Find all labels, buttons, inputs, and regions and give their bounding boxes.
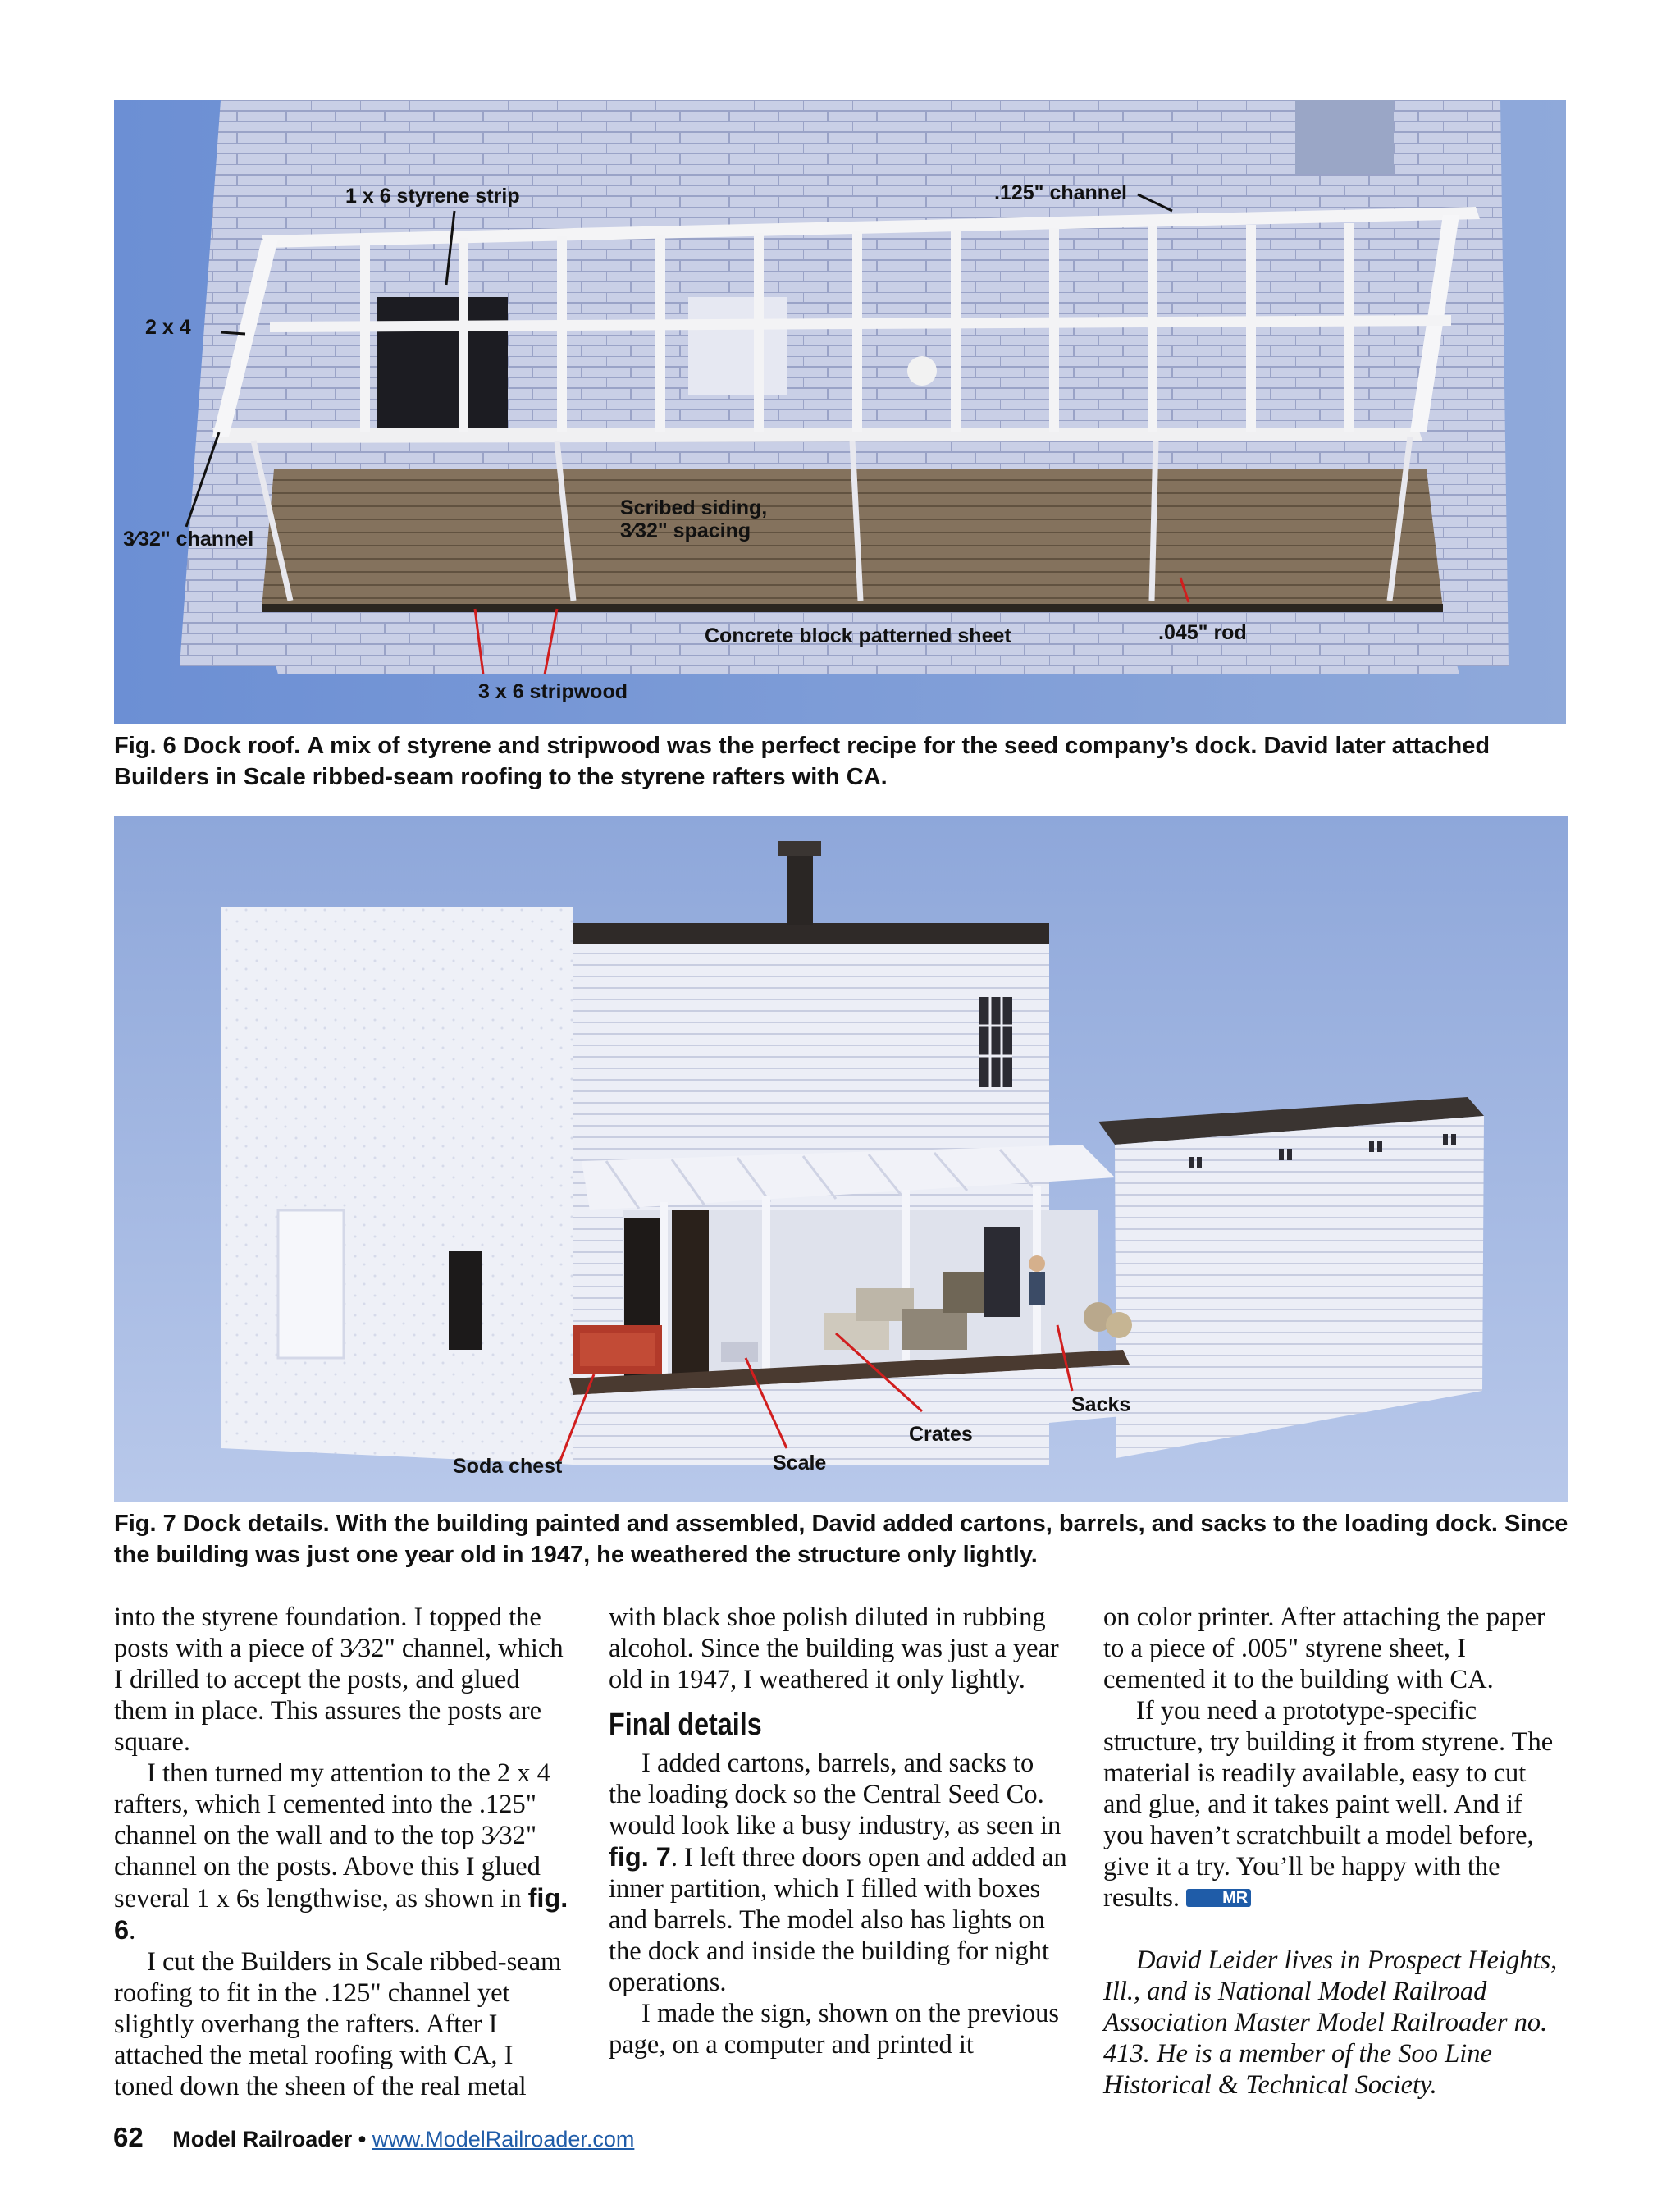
- article-column-3: [1103, 1602, 1567, 2101]
- callout-crates: Crates: [909, 1423, 973, 1446]
- fig7-reference: fig. 7: [609, 1842, 671, 1872]
- callout-scribed-siding-line1: Scribed siding,: [620, 496, 768, 519]
- callout-soda-chest: Soda chest: [453, 1455, 563, 1478]
- col2-paragraph-1: with black shoe polish diluted in rubbing alcohol. Since the building was just a year old in 1947, I weathered it only lightly.: [609, 1602, 1059, 1694]
- callout-concrete-block: Concrete block patterned sheet: [705, 624, 1011, 647]
- col1-paragraph-3: I cut the Builders in Scale ribbed-seam roofing to fit in the .125" channel yet slightly overhang the rafters. After I attached the metal roofing with CA, I toned down the sheen of the real metal: [114, 1947, 562, 2101]
- callout-2x4: 2 x 4: [145, 316, 191, 339]
- col2-p2-text: I added cartons, barrels, and sacks to the loading dock so the Central Seed Co. would look like a busy industry, as seen in: [609, 1749, 1061, 1840]
- callout-sacks: Sacks: [1071, 1393, 1131, 1416]
- fig6-caption-text: A mix of styrene and stripwood was the perfect recipe for the seed company’s dock. David later attached Builders in Scale ribbed-seam roofing to the styrene rafters with CA.: [114, 733, 1491, 790]
- page-number: 62: [113, 2122, 144, 2152]
- author-bio: David Leider lives in Prospect Heights, Ill., and is National Model Railroad Association Master Model Railroader no. 413. He is a member of the Soo Line Historical & Technical Society.: [1103, 1945, 1558, 2100]
- section-heading-final-details: Final details: [609, 1708, 762, 1742]
- col3-paragraph-2: [1103, 1695, 1567, 1913]
- col1-p2-text: I then turned my attention to the 2 x 4 rafters, which I cemented into the .125" channel on the wall and to the top 3⁄32" channel on the posts. Above this I glued several 1 x 6s lengthwise, as shown in: [114, 1758, 550, 1913]
- callout-stripwood: 3 x 6 stripwood: [478, 680, 628, 703]
- fig7-caption: [114, 1508, 1568, 1570]
- col1-paragraph-1: into the styrene foundation. I topped the posts with a piece of 3⁄32" channel, which I drilled to accept the posts, and glued them in place. This assures the posts are square.: [114, 1602, 564, 1757]
- page-footer: [113, 2122, 634, 2153]
- callout-channel-125: .125" channel: [994, 181, 1127, 204]
- fig6-reference: fig. 6: [114, 1883, 568, 1945]
- callout-rod: .045" rod: [1158, 621, 1247, 644]
- fig6-photo: [114, 100, 1566, 724]
- col3-p2-text: If you need a prototype-specific structure, try building it from styrene. The material is readily available, easy to cut and glue, and it takes paint well. And if you haven’t scratchbuilt a model before, give it a try. You’ll be happy with the results.: [1103, 1696, 1554, 1913]
- callout-channel-332: 3⁄32" channel: [123, 528, 254, 551]
- fig6-caption-lead: Fig. 6 Dock roof.: [114, 733, 301, 759]
- fig7-caption-lead: Fig. 7 Dock details.: [114, 1511, 330, 1537]
- callout-scale: Scale: [773, 1452, 827, 1474]
- col1-p2-end: .: [129, 1916, 136, 1945]
- article-column-1: [114, 1602, 575, 2102]
- article-column-2: [609, 1602, 1070, 2060]
- fig6-caption: [114, 730, 1566, 793]
- col2-paragraph-3: I made the sign, shown on the previous page, on a computer and printed it: [609, 1999, 1060, 2060]
- callout-scribed-siding-line2: 3⁄32" spacing: [620, 519, 751, 542]
- fig7-illustration: [114, 816, 1568, 1502]
- fig7-caption-text: With the building painted and assembled, David added cartons, barrels, and sacks to the loading dock. Since the building was just one year old in 1947, he weathered the structure only lightly.: [114, 1511, 1568, 1568]
- fig7-photo: [114, 816, 1568, 1502]
- callout-styrene-strip: 1 x 6 styrene strip: [345, 185, 520, 208]
- col1-paragraph-2: [114, 1758, 575, 1946]
- mr-logo-icon: MR: [1186, 1889, 1251, 1907]
- magazine-name: Model Railroader •: [172, 2127, 367, 2151]
- col2-paragraph-2: [609, 1748, 1070, 1998]
- col2-p2-end: . I left three doors open and added an inner partition, which I filled with boxes and barrels. The model also has lights on the dock and inside the building for night operations.: [609, 1843, 1067, 1997]
- col3-paragraph-1: on color printer. After attaching the paper to a piece of .005" styrene sheet, I cemented it to the building with CA.: [1103, 1602, 1545, 1694]
- callout-scribed-siding: [620, 497, 767, 542]
- magazine-url-link[interactable]: www.ModelRailroader.com: [372, 2127, 635, 2151]
